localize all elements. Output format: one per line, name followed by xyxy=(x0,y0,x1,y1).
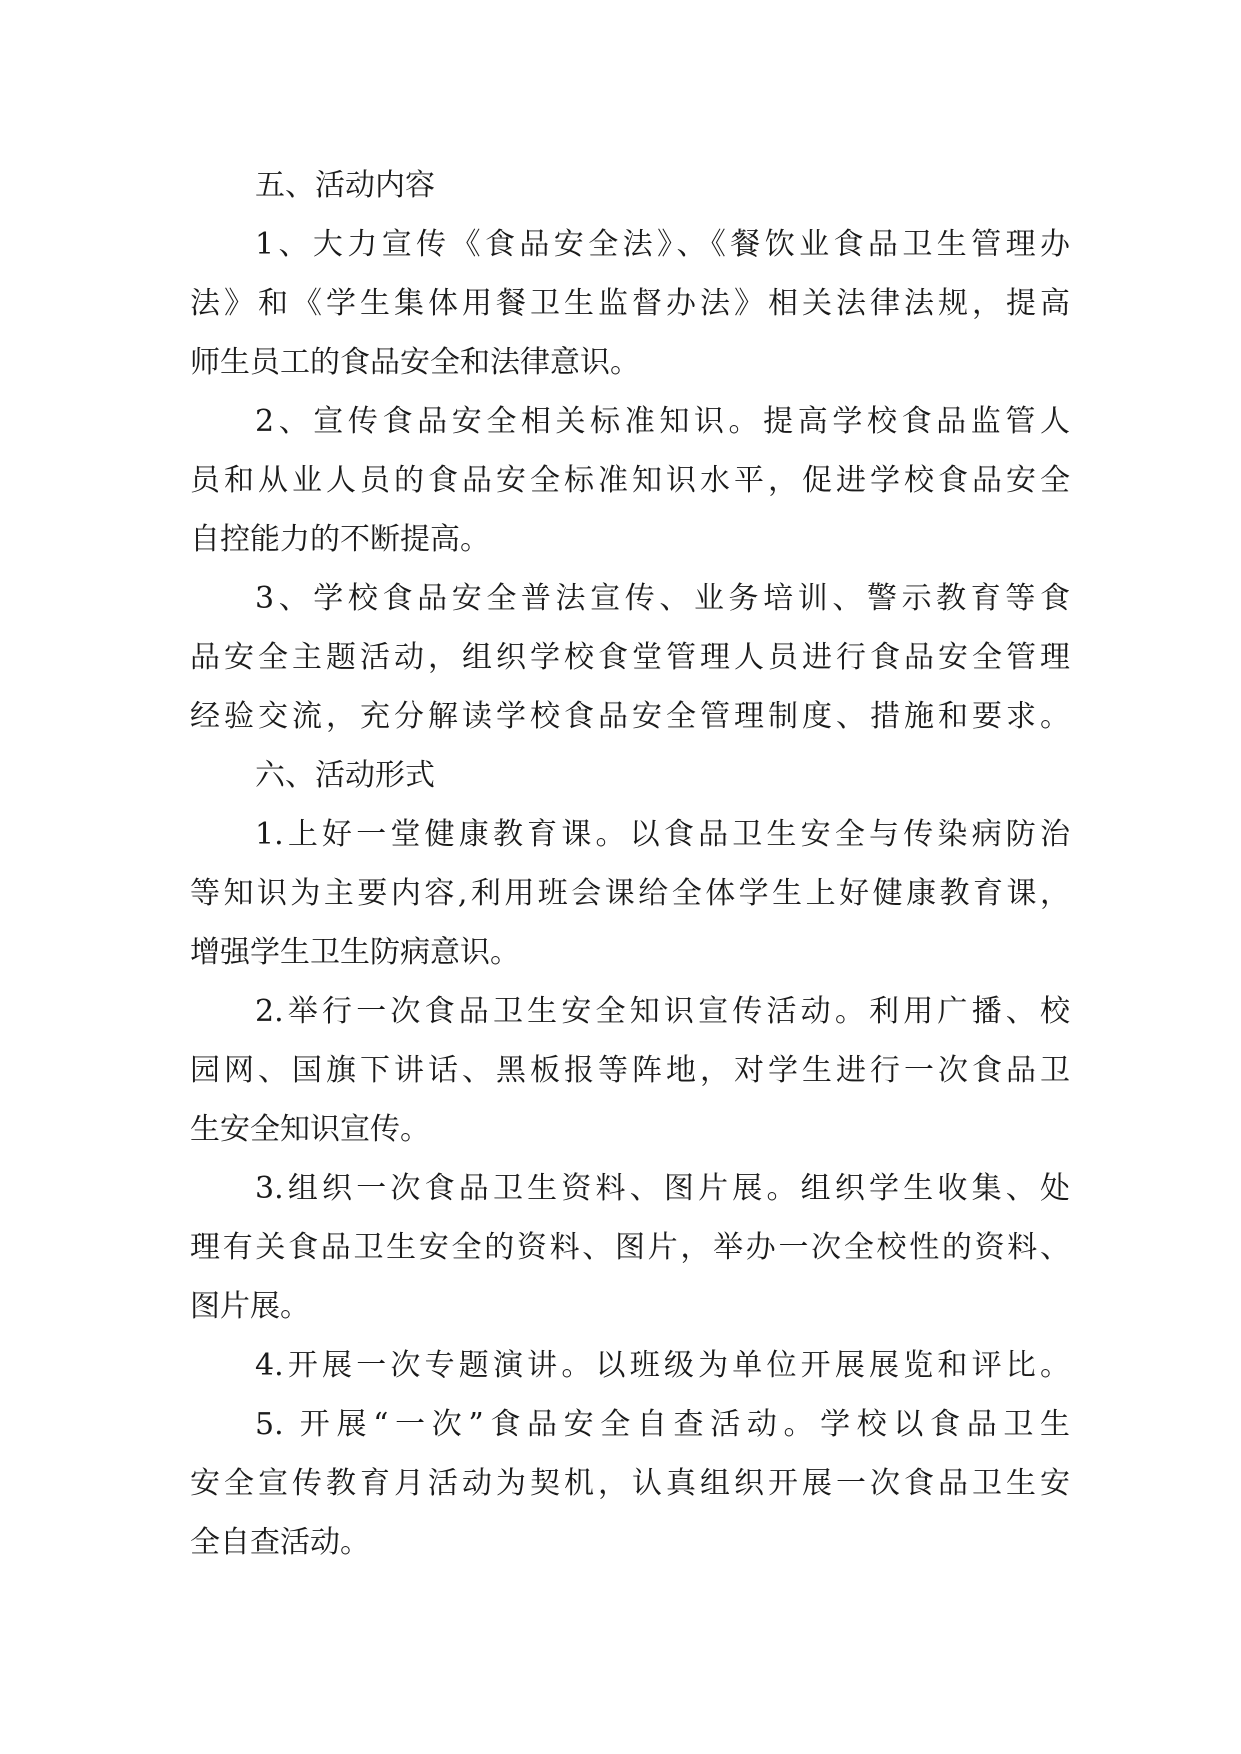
paragraph-line: 品安全主题活动，组织学校食堂管理人员进行食品安全管理 xyxy=(190,640,1070,675)
paragraph-line: 1.上好一堂健康教育课。以食品卫生安全与传染病防治 xyxy=(255,817,1070,852)
paragraph-line: 等知识为主要内容,利用班会课给全体学生上好健康教育课， xyxy=(190,876,1070,911)
paragraph-line: 法》和《学生集体用餐卫生监督办法》相关法律法规，提高 xyxy=(190,286,1070,321)
paragraph-line: 1、大力宣传《食品安全法》、《餐饮业食品卫生管理办 xyxy=(255,227,1070,262)
paragraph-line: 理有关食品卫生安全的资料、图片，举办一次全校性的资料、 xyxy=(190,1230,1070,1265)
paragraph-line: 2.举行一次食品卫生安全知识宣传活动。利用广播、校 xyxy=(255,994,1070,1029)
paragraph-line: 园网、国旗下讲话、黑板报等阵地，对学生进行一次食品卫 xyxy=(190,1053,1070,1088)
paragraph-line: 全自查活动。 xyxy=(190,1525,370,1560)
paragraph-line: 3、学校食品安全普法宣传、业务培训、警示教育等食 xyxy=(255,581,1070,616)
document-body xyxy=(190,156,1070,1572)
paragraph-line: 4.开展一次专题演讲。以班级为单位开展展览和评比。 xyxy=(255,1348,1070,1383)
paragraph-line: 生安全知识宣传。 xyxy=(190,1112,430,1147)
section-heading-activity-content: 五、活动内容 xyxy=(255,168,435,203)
paragraph-line: 3.组织一次食品卫生资料、图片展。组织学生收集、处 xyxy=(255,1171,1070,1206)
paragraph-line: 员和从业人员的食品安全标准知识水平，促进学校食品安全 xyxy=(190,463,1070,498)
paragraph-line: 师生员工的食品安全和法律意识。 xyxy=(190,345,640,380)
paragraph-line: 5. 开展“一次”食品安全自查活动。学校以食品卫生 xyxy=(255,1407,1070,1442)
paragraph-line: 经验交流，充分解读学校食品安全管理制度、措施和要求。 xyxy=(190,699,1070,734)
paragraph-line: 图片展。 xyxy=(190,1289,310,1324)
paragraph-line: 2、宣传食品安全相关标准知识。提高学校食品监管人 xyxy=(255,404,1070,439)
section-heading-activity-form: 六、活动形式 xyxy=(255,758,435,793)
paragraph-line: 安全宣传教育月活动为契机，认真组织开展一次食品卫生安 xyxy=(190,1466,1070,1501)
paragraph-line: 自控能力的不断提高。 xyxy=(190,522,490,557)
paragraph-line: 增强学生卫生防病意识。 xyxy=(190,935,520,970)
